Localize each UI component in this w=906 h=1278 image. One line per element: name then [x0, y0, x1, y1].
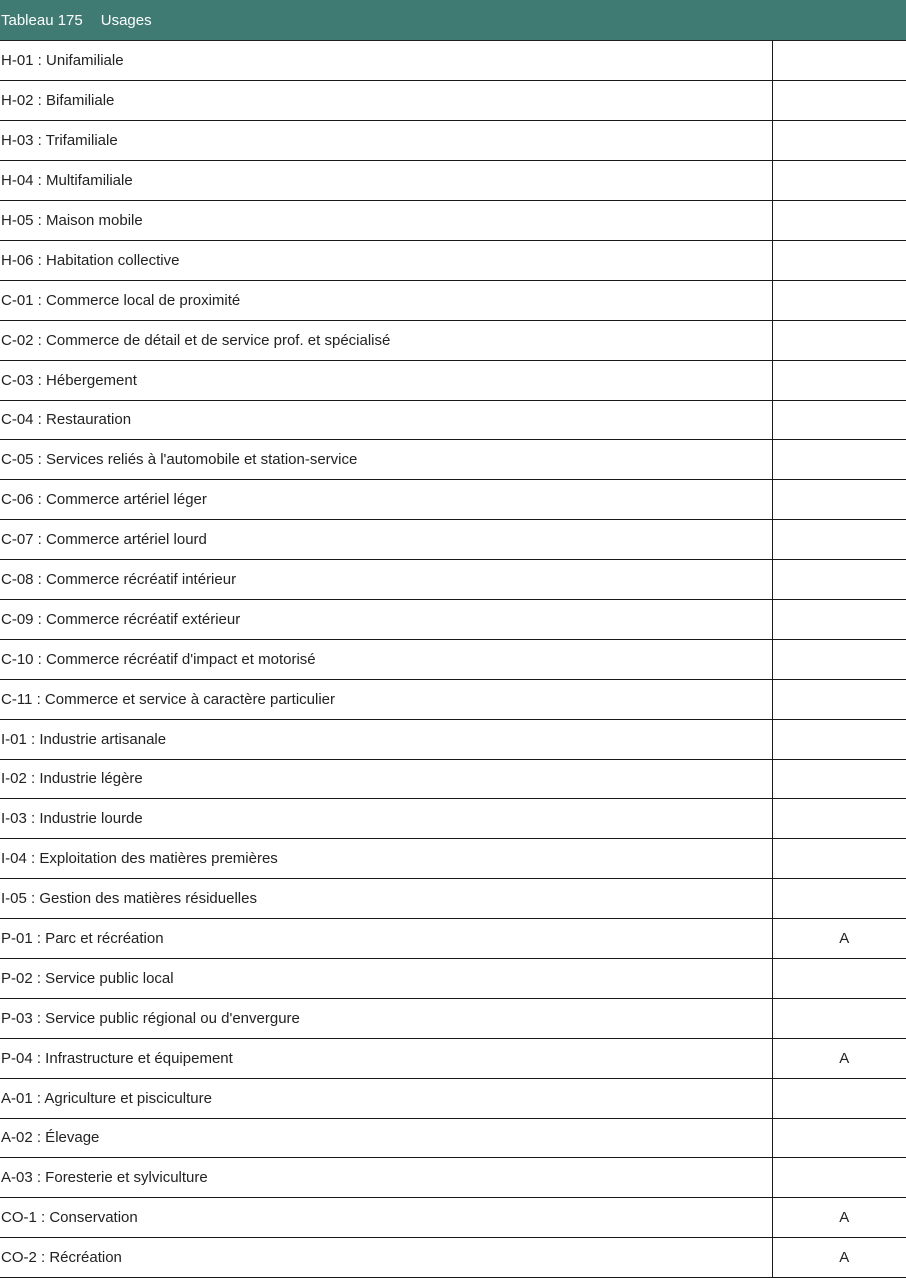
usage-label: H-02 : Bifamiliale — [0, 81, 772, 121]
table-row — [0, 958, 906, 998]
usage-value — [772, 839, 906, 879]
usage-label: H-05 : Maison mobile — [0, 201, 772, 241]
table-row — [0, 440, 906, 480]
usage-label: C-02 : Commerce de détail et de service prof. et spécialisé — [0, 320, 772, 360]
table-row — [0, 480, 906, 520]
table-row — [0, 599, 906, 639]
usage-label: I-04 : Exploitation des matières premières — [0, 839, 772, 879]
usage-label: H-03 : Trifamiliale — [0, 121, 772, 161]
table-row — [0, 1238, 906, 1278]
usage-label: C-10 : Commerce récréatif d'impact et motorisé — [0, 639, 772, 679]
table-number: Tableau 175 — [1, 11, 83, 29]
table-row — [0, 560, 906, 600]
usage-value — [772, 360, 906, 400]
usage-value — [772, 480, 906, 520]
usage-value — [772, 280, 906, 320]
usage-value — [772, 1158, 906, 1198]
table-row — [0, 1078, 906, 1118]
usage-value — [772, 121, 906, 161]
usages-table — [0, 41, 906, 1278]
usage-label: P-04 : Infrastructure et équipement — [0, 1038, 772, 1078]
usage-label: I-02 : Industrie légère — [0, 759, 772, 799]
usage-label: C-07 : Commerce artériel lourd — [0, 520, 772, 560]
usage-value — [772, 799, 906, 839]
usage-label: H-06 : Habitation collective — [0, 240, 772, 280]
usage-label: P-03 : Service public régional ou d'envergure — [0, 998, 772, 1038]
usage-value — [772, 520, 906, 560]
usage-value — [772, 400, 906, 440]
table-row — [0, 1118, 906, 1158]
table-row — [0, 121, 906, 161]
usage-value — [772, 240, 906, 280]
usage-value — [772, 560, 906, 600]
table-row — [0, 41, 906, 81]
usage-value: A — [772, 1238, 906, 1278]
usage-label: I-03 : Industrie lourde — [0, 799, 772, 839]
usages-table-body — [0, 41, 906, 1278]
usage-label: I-05 : Gestion des matières résiduelles — [0, 879, 772, 919]
table-row — [0, 1038, 906, 1078]
table-row — [0, 759, 906, 799]
usage-value — [772, 958, 906, 998]
usage-value: A — [772, 1198, 906, 1238]
usage-value — [772, 81, 906, 121]
table-row — [0, 839, 906, 879]
table-row — [0, 81, 906, 121]
usage-value — [772, 879, 906, 919]
usage-value — [772, 201, 906, 241]
usage-label: C-08 : Commerce récréatif intérieur — [0, 560, 772, 600]
usage-label: C-01 : Commerce local de proximité — [0, 280, 772, 320]
usage-value — [772, 639, 906, 679]
usage-label: A-03 : Foresterie et sylviculture — [0, 1158, 772, 1198]
usage-label: P-01 : Parc et récréation — [0, 919, 772, 959]
usage-value — [772, 719, 906, 759]
usage-label: H-04 : Multifamiliale — [0, 161, 772, 201]
table-row — [0, 998, 906, 1038]
table-row — [0, 719, 906, 759]
usage-value — [772, 440, 906, 480]
usage-value — [772, 759, 906, 799]
usage-label: C-11 : Commerce et service à caractère particulier — [0, 679, 772, 719]
table-row — [0, 919, 906, 959]
usage-value — [772, 599, 906, 639]
usage-label: C-05 : Services reliés à l'automobile et station-service — [0, 440, 772, 480]
table-header — [0, 0, 906, 41]
usage-label: CO-2 : Récréation — [0, 1238, 772, 1278]
usage-value: A — [772, 919, 906, 959]
table-row — [0, 280, 906, 320]
table-row — [0, 201, 906, 241]
usage-value — [772, 41, 906, 81]
table-row — [0, 320, 906, 360]
usage-label: CO-1 : Conservation — [0, 1198, 772, 1238]
table-row — [0, 1198, 906, 1238]
table-row — [0, 1158, 906, 1198]
table-row — [0, 520, 906, 560]
usage-label: P-02 : Service public local — [0, 958, 772, 998]
usage-value — [772, 679, 906, 719]
usage-label: H-01 : Unifamiliale — [0, 41, 772, 81]
usage-value — [772, 1118, 906, 1158]
usage-label: C-09 : Commerce récréatif extérieur — [0, 599, 772, 639]
table-title: Usages — [100, 11, 152, 29]
table-row — [0, 799, 906, 839]
usage-value — [772, 320, 906, 360]
usage-value — [772, 161, 906, 201]
table-row — [0, 360, 906, 400]
table-row — [0, 240, 906, 280]
usage-label: C-03 : Hébergement — [0, 360, 772, 400]
usage-label: C-06 : Commerce artériel léger — [0, 480, 772, 520]
usage-label: A-01 : Agriculture et pisciculture — [0, 1078, 772, 1118]
usage-value — [772, 1078, 906, 1118]
usage-label: C-04 : Restauration — [0, 400, 772, 440]
usage-label: I-01 : Industrie artisanale — [0, 719, 772, 759]
table-row — [0, 400, 906, 440]
table-row — [0, 161, 906, 201]
table-row — [0, 639, 906, 679]
table-row — [0, 879, 906, 919]
usage-label: A-02 : Élevage — [0, 1118, 772, 1158]
table-row — [0, 679, 906, 719]
usage-value: A — [772, 1038, 906, 1078]
usage-value — [772, 998, 906, 1038]
